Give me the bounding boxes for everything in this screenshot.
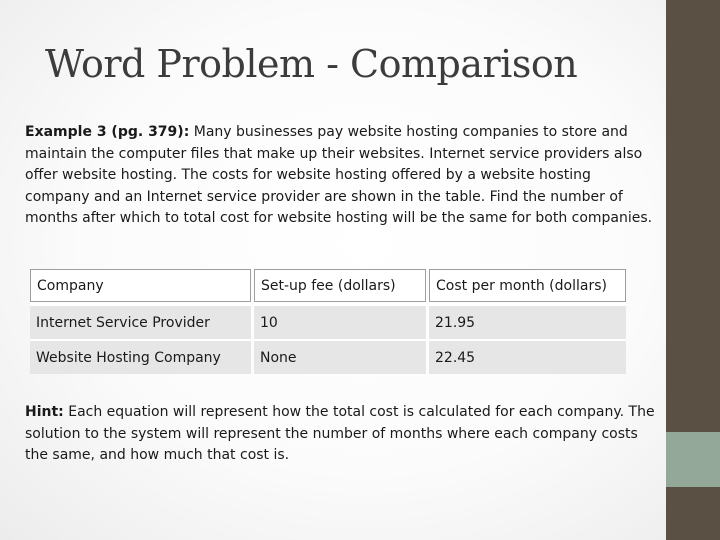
table-row xyxy=(30,339,626,374)
cell-cost-per-month: 21.95 xyxy=(429,302,626,339)
hint-paragraph xyxy=(25,402,659,467)
cell-company: Website Hosting Company xyxy=(30,339,251,374)
comparison-table xyxy=(27,269,629,374)
cell-setup-fee: 10 xyxy=(254,302,426,339)
cell-company: Internet Service Provider xyxy=(30,302,251,339)
slide-title: Word Problem - Comparison xyxy=(45,42,578,86)
cell-cost-per-month: 22.45 xyxy=(429,339,626,374)
cell-setup-fee: None xyxy=(254,339,426,374)
hint-text: Each equation will represent how the total cost is calculated for each company. The solution to the system will represent the number of months where each company costs the same, and how much that cost is. xyxy=(25,404,655,464)
hint-label: Hint: xyxy=(25,404,64,420)
header-setup-fee: Set-up fee (dollars) xyxy=(254,269,426,302)
table-row xyxy=(30,302,626,339)
example-label: Example 3 (pg. 379): xyxy=(25,124,190,140)
example-text: Many businesses pay website hosting companies to store and maintain the computer files that make up their websites. Internet service providers also offer website hosting. The costs for website hosting offered by a website hosting company and an Internet service provider are shown in the table. Find the number of months after which to total cost for website hosting will be the same for both companies. xyxy=(25,124,653,227)
header-company: Company xyxy=(30,269,251,302)
table-header-row xyxy=(30,269,626,302)
header-cost-per-month: Cost per month (dollars) xyxy=(429,269,626,302)
decorative-sidebar-accent xyxy=(666,432,720,487)
example-paragraph xyxy=(25,122,659,230)
